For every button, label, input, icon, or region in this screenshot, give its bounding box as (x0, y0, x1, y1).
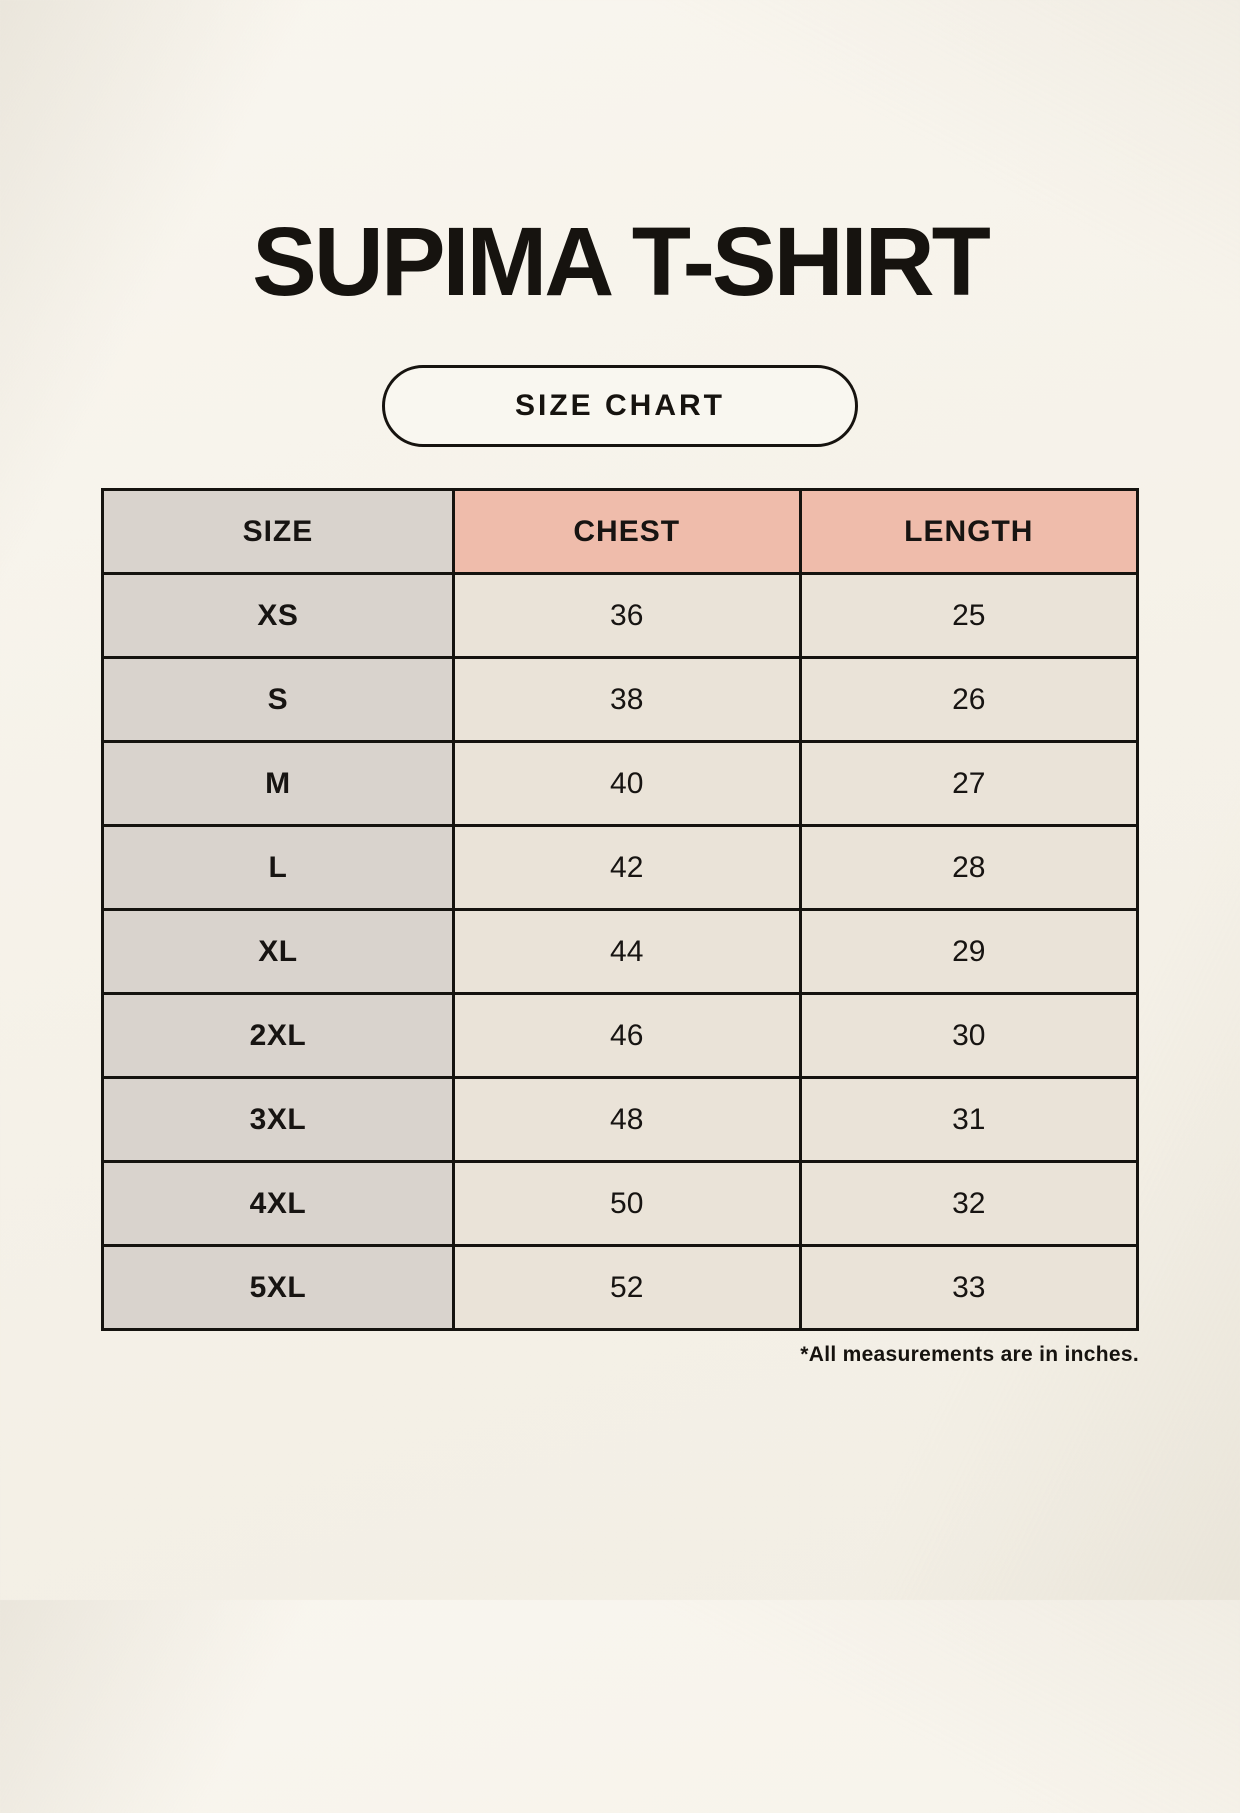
table-row (103, 658, 1138, 742)
size-cell: L (103, 826, 454, 910)
table-row (103, 994, 1138, 1078)
length-cell: 26 (800, 658, 1137, 742)
table-row (103, 1162, 1138, 1246)
page-title: SUPIMA T-SHIRT (252, 207, 988, 316)
table-row (103, 1078, 1138, 1162)
table-row (103, 910, 1138, 994)
length-cell: 28 (800, 826, 1137, 910)
table-row (103, 742, 1138, 826)
table-row (103, 826, 1138, 910)
size-cell: S (103, 658, 454, 742)
column-header-size: SIZE (103, 490, 454, 574)
size-cell: XL (103, 910, 454, 994)
table-row (103, 574, 1138, 658)
length-cell: 29 (800, 910, 1137, 994)
size-table-container (101, 488, 1139, 1331)
chest-cell: 44 (453, 910, 800, 994)
table-row (103, 1246, 1138, 1330)
chest-cell: 40 (453, 742, 800, 826)
chest-cell: 38 (453, 658, 800, 742)
size-chart-badge[interactable] (382, 365, 858, 447)
length-cell: 25 (800, 574, 1137, 658)
size-chart-table (101, 488, 1139, 1331)
size-cell: M (103, 742, 454, 826)
size-cell: 3XL (103, 1078, 454, 1162)
size-cell: 4XL (103, 1162, 454, 1246)
column-header-chest: CHEST (453, 490, 800, 574)
measurements-footnote: *All measurements are in inches. (800, 1343, 1139, 1366)
size-cell: XS (103, 574, 454, 658)
chest-cell: 42 (453, 826, 800, 910)
chest-cell: 36 (453, 574, 800, 658)
length-cell: 32 (800, 1162, 1137, 1246)
chest-cell: 50 (453, 1162, 800, 1246)
column-header-length: LENGTH (800, 490, 1137, 574)
table-header-row (103, 490, 1138, 574)
size-cell: 5XL (103, 1246, 454, 1330)
length-cell: 27 (800, 742, 1137, 826)
chest-cell: 46 (453, 994, 800, 1078)
size-chart-badge-label: SIZE CHART (515, 389, 725, 422)
length-cell: 31 (800, 1078, 1137, 1162)
length-cell: 30 (800, 994, 1137, 1078)
chest-cell: 52 (453, 1246, 800, 1330)
size-chart-page (0, 207, 1240, 1367)
size-cell: 2XL (103, 994, 454, 1078)
length-cell: 33 (800, 1246, 1137, 1330)
chest-cell: 48 (453, 1078, 800, 1162)
